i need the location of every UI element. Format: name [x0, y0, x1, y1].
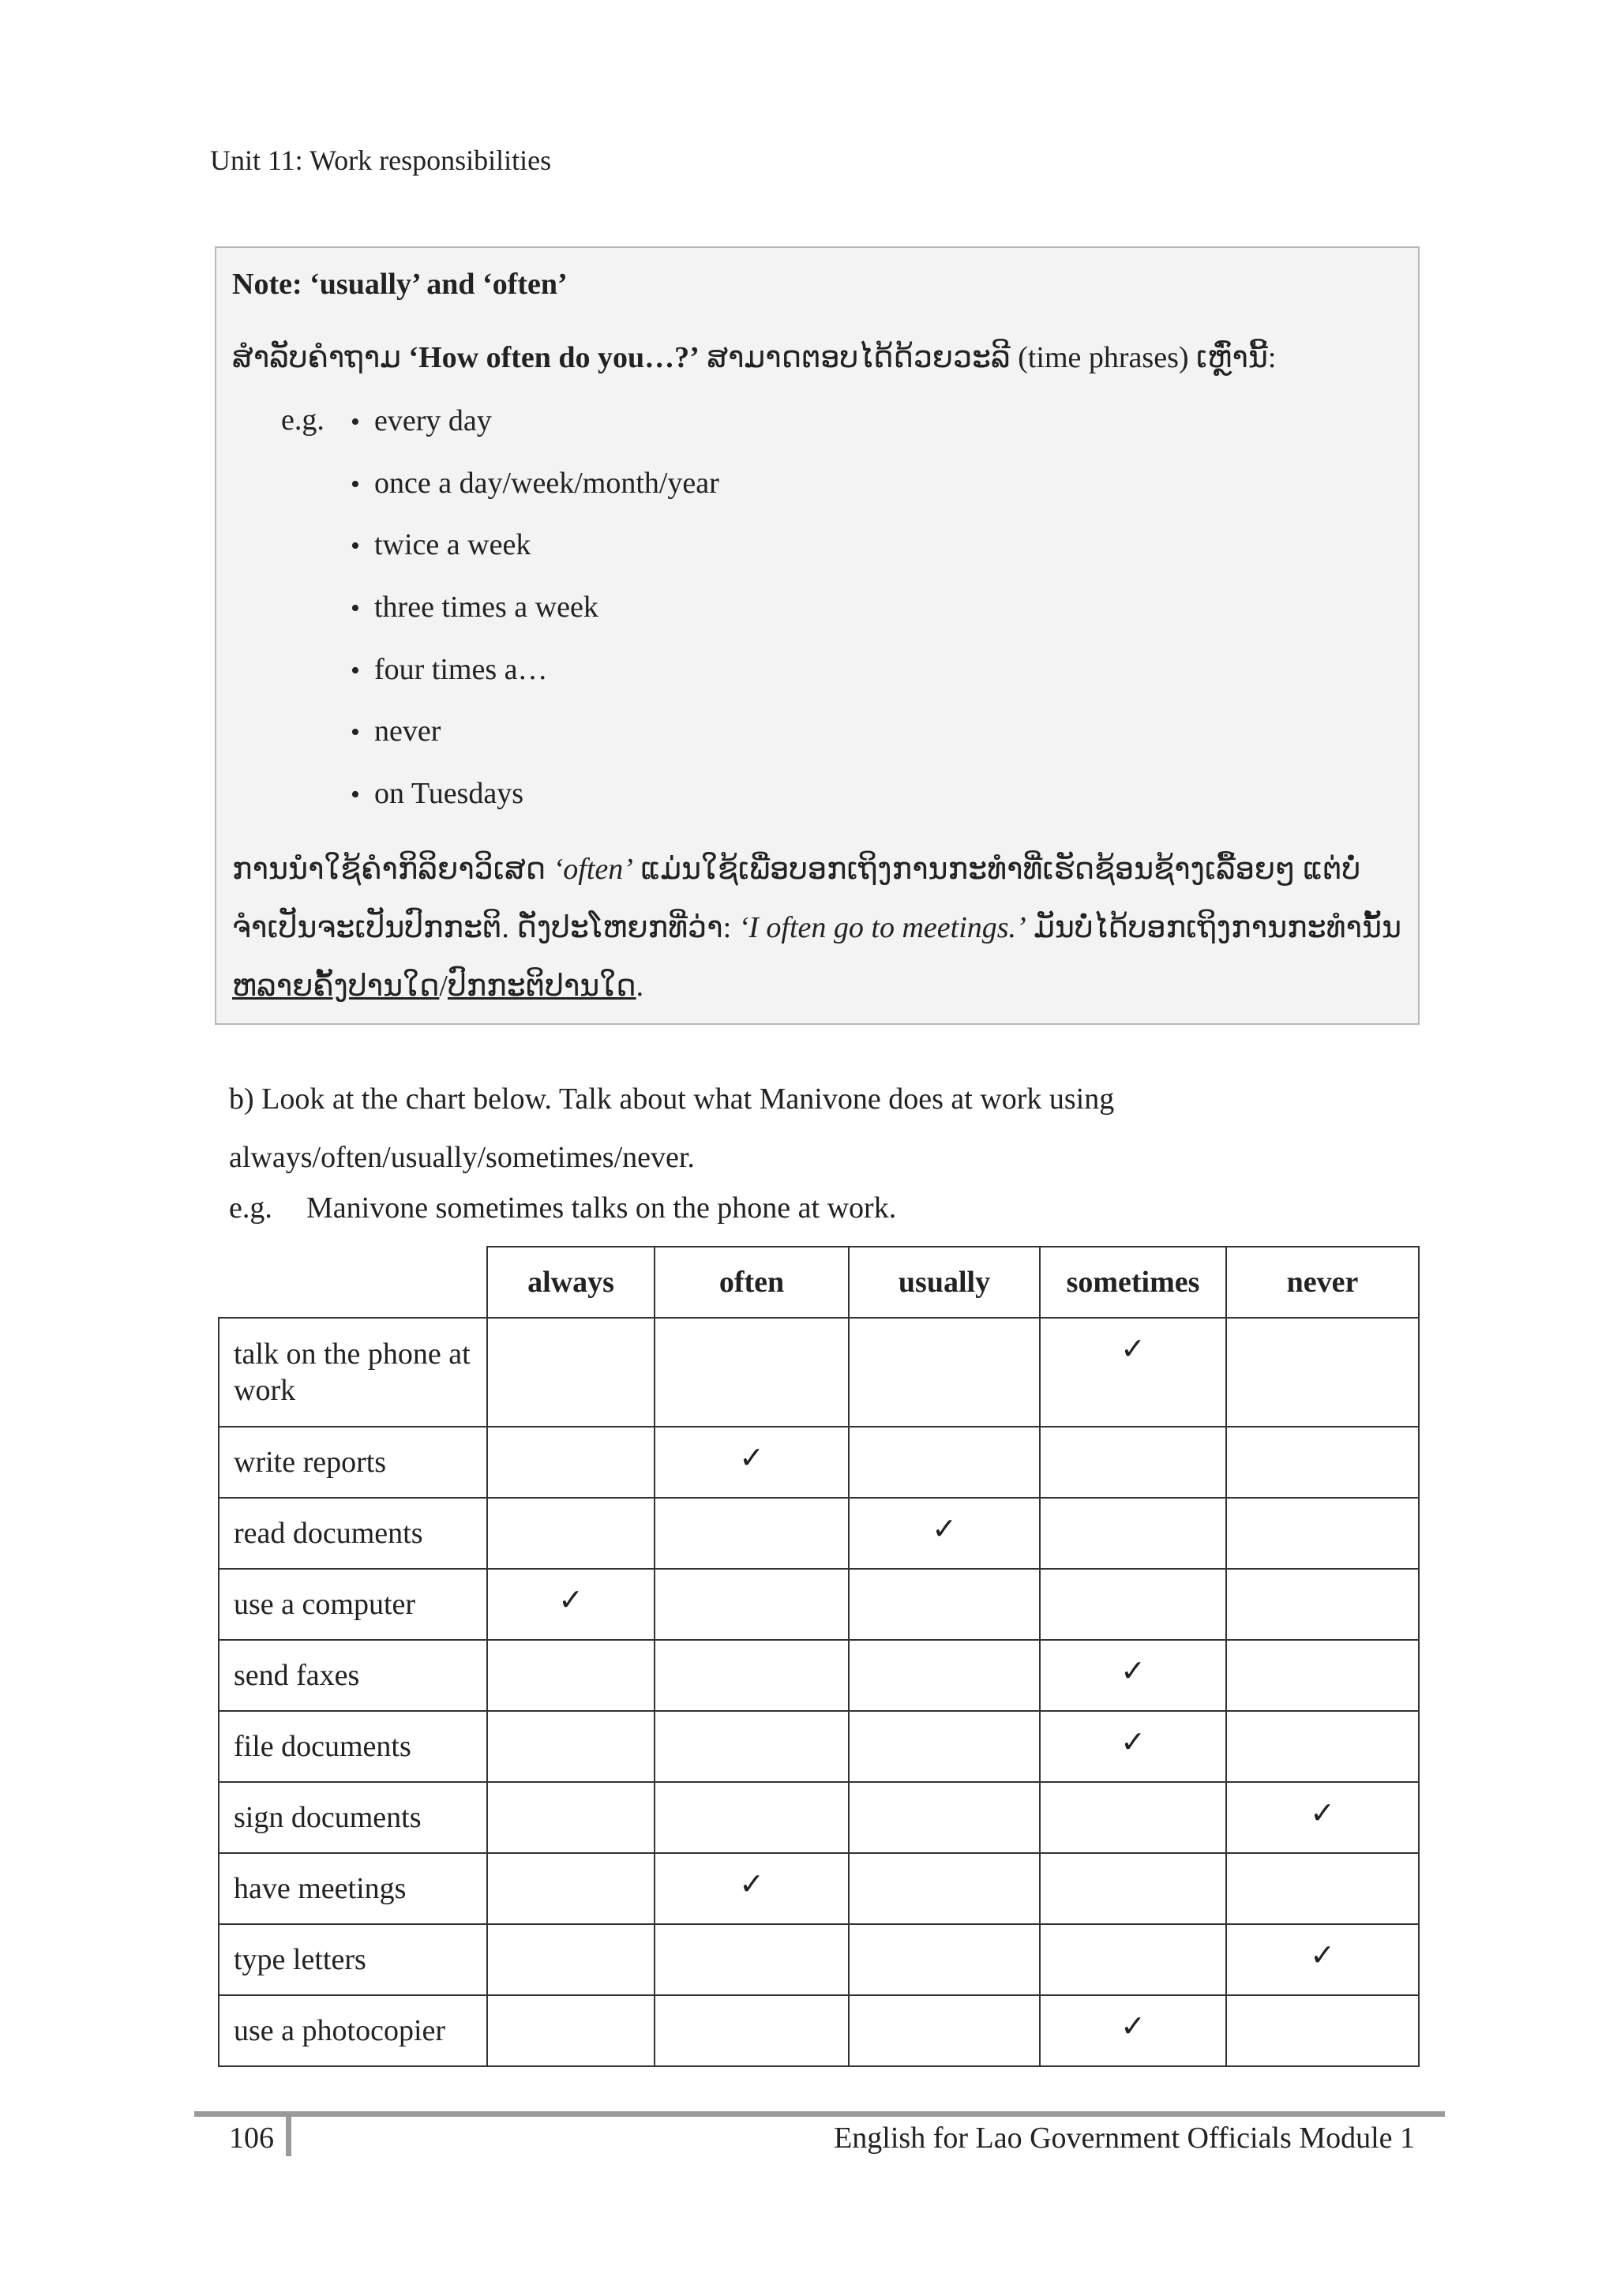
time-phrase-text: four times a… [374, 652, 548, 686]
frequency-cell [849, 1711, 1040, 1782]
checkmark-icon: ✓ [1120, 1724, 1146, 1759]
note-para-lao-1: ການນຳໃຊ້ຄຳກິລິຍາວິເສດ [232, 853, 553, 886]
note-box [215, 246, 1420, 1025]
activity-label: sign documents [219, 1782, 487, 1853]
column-header-sometimes: sometimes [1040, 1247, 1226, 1318]
time-phrase-item [351, 589, 719, 651]
frequency-cell [487, 1318, 655, 1427]
frequency-cell [849, 1853, 1040, 1924]
table-row [219, 1711, 1419, 1782]
time-phrase-item [351, 775, 719, 838]
frequency-cell [1040, 1427, 1226, 1498]
table-header-blank [219, 1247, 487, 1318]
frequency-cell [487, 1924, 655, 1995]
checkmark-icon: ✓ [1120, 2009, 1146, 2043]
table-row [219, 1924, 1419, 1995]
table-row [219, 1640, 1419, 1711]
table-row [219, 1995, 1419, 2066]
activity-label: have meetings [219, 1853, 487, 1924]
frequency-cell [487, 1498, 655, 1569]
bullet-icon: • [351, 655, 360, 685]
frequency-cell [1040, 1853, 1226, 1924]
note-intro-lao-end: ສາມາດຕອບໄດ້ດ້ວຍວະລີ (time phrases) ເຫຼົ່ານີ້: [699, 341, 1277, 374]
time-phrase-item [351, 713, 719, 775]
frequency-table [218, 1246, 1420, 2067]
note-paragraph [232, 840, 1409, 1015]
frequency-cell [487, 1711, 655, 1782]
task-instruction-line-2: always/often/usually/sometimes/never. [229, 1141, 695, 1174]
frequency-cell [1040, 1318, 1226, 1427]
table-row [219, 1427, 1419, 1498]
time-phrase-text: never [374, 715, 441, 748]
frequency-cell [655, 1318, 849, 1427]
task-example [229, 1191, 896, 1225]
table-body [219, 1318, 1419, 2066]
activity-label: type letters [219, 1924, 487, 1995]
table-row [219, 1853, 1419, 1924]
note-para-lao-3: ມັນບໍ່ໄດ້ບອກເຖິງການກະທຳນັ້ນ [1026, 911, 1402, 944]
frequency-cell [655, 1995, 849, 2066]
frequency-cell [487, 1640, 655, 1711]
checkmark-icon: ✓ [1120, 1653, 1146, 1688]
frequency-cell [1040, 1924, 1226, 1995]
footer-divider [286, 2117, 291, 2156]
frequency-cell [655, 1853, 849, 1924]
frequency-cell [487, 1569, 655, 1640]
checkmark-icon: ✓ [1310, 1938, 1335, 1972]
frequency-cell [1040, 1995, 1226, 2066]
note-intro [232, 340, 1276, 375]
frequency-cell [1226, 1569, 1419, 1640]
time-phrase-text: once a day/week/month/year [374, 466, 719, 500]
checkmark-icon: ✓ [558, 1582, 583, 1617]
eg-label: e.g. [281, 403, 325, 437]
frequency-cell [1226, 1995, 1419, 2066]
table-header-row [219, 1247, 1419, 1318]
unit-title: Unit 11: Work responsibilities [210, 144, 552, 176]
task-instruction-line-1: b) Look at the chart below. Talk about what Manivone does at work using [229, 1082, 1115, 1116]
activity-label: use a photocopier [219, 1995, 487, 2066]
frequency-cell [655, 1711, 849, 1782]
table-row [219, 1782, 1419, 1853]
note-title: Note: ‘usually’ and ‘often’ [232, 268, 568, 301]
time-phrase-item [351, 403, 719, 465]
checkmark-icon: ✓ [1310, 1795, 1335, 1830]
frequency-cell [849, 1318, 1040, 1427]
frequency-cell [849, 1569, 1040, 1640]
note-para-underline-1: ຫລາຍຄັ້ງປານໃດ [232, 970, 440, 1003]
frequency-cell [487, 1853, 655, 1924]
task-eg-label: e.g. [229, 1191, 272, 1225]
note-para-often: ‘often’ [553, 853, 633, 886]
note-para-lao-2: ແມ່ນໃຊ້ເພື່ອບອກເຖິງການກະທຳທີ່ເຮັດຊ້ອນຊ້າງເລື້ອຍໆ ແຕ່ບໍ່ຈຳເປັນຈະເປັນປົກກະຕິ. ດັ່ງປະໂຫຍກທີ່ວ່າ: [232, 853, 1361, 944]
note-intro-question: ‘How often do you…?’ [408, 341, 700, 374]
frequency-cell [1226, 1640, 1419, 1711]
frequency-cell [1040, 1711, 1226, 1782]
bullet-icon: • [351, 594, 360, 624]
bullet-icon: • [351, 531, 360, 561]
checkmark-icon: ✓ [739, 1440, 764, 1475]
time-phrase-text: twice a week [374, 528, 531, 562]
bullet-icon: • [351, 469, 360, 499]
frequency-cell [849, 1640, 1040, 1711]
note-para-example: ‘I often go to meetings.’ [738, 911, 1026, 944]
frequency-cell [849, 1782, 1040, 1853]
time-phrase-item [351, 465, 719, 527]
bullet-icon: • [351, 780, 360, 810]
note-para-slash: / [439, 970, 448, 1003]
frequency-cell [655, 1782, 849, 1853]
frequency-cell [1226, 1498, 1419, 1569]
frequency-cell [1040, 1498, 1226, 1569]
frequency-cell [849, 1995, 1040, 2066]
frequency-cell [1040, 1640, 1226, 1711]
activity-label: file documents [219, 1711, 487, 1782]
time-phrase-list [351, 403, 719, 838]
book-title: English for Lao Government Officials Module 1 [834, 2122, 1415, 2155]
frequency-cell [849, 1498, 1040, 1569]
frequency-cell [849, 1427, 1040, 1498]
column-header-always: always [487, 1247, 655, 1318]
frequency-cell [655, 1640, 849, 1711]
frequency-cell [1226, 1427, 1419, 1498]
frequency-cell [487, 1995, 655, 2066]
column-header-never: never [1226, 1247, 1419, 1318]
activity-label: talk on the phone at work [219, 1318, 487, 1427]
bullet-icon: • [351, 718, 360, 748]
checkmark-icon: ✓ [932, 1511, 957, 1546]
frequency-cell [1226, 1711, 1419, 1782]
page-number: 106 [229, 2122, 274, 2155]
frequency-cell [487, 1427, 655, 1498]
frequency-cell [1226, 1924, 1419, 1995]
frequency-cell [655, 1924, 849, 1995]
activity-label: write reports [219, 1427, 487, 1498]
frequency-cell [487, 1782, 655, 1853]
column-header-often: often [655, 1247, 849, 1318]
task-eg-text: Manivone sometimes talks on the phone at work. [306, 1191, 897, 1225]
table-row [219, 1318, 1419, 1427]
table-row [219, 1569, 1419, 1640]
frequency-cell [1040, 1782, 1226, 1853]
checkmark-icon: ✓ [1120, 1331, 1146, 1366]
frequency-cell [655, 1569, 849, 1640]
activity-label: send faxes [219, 1640, 487, 1711]
note-para-underline-2: ປົກກະຕິປານໃດ [447, 970, 636, 1003]
note-para-end: . [636, 970, 644, 1003]
frequency-cell [1040, 1569, 1226, 1640]
bullet-icon: • [351, 407, 360, 437]
time-phrase-item [351, 651, 719, 714]
time-phrase-item [351, 527, 719, 589]
frequency-cell [1226, 1318, 1419, 1427]
table-row [219, 1498, 1419, 1569]
activity-label: use a computer [219, 1569, 487, 1640]
note-intro-lao-start: ສຳລັບຄຳຖາມ [232, 341, 409, 374]
frequency-cell [1226, 1782, 1419, 1853]
time-phrase-text: three times a week [374, 591, 598, 625]
frequency-cell [849, 1924, 1040, 1995]
frequency-cell [1226, 1853, 1419, 1924]
time-phrase-text: every day [374, 404, 492, 437]
activity-label: read documents [219, 1498, 487, 1569]
checkmark-icon: ✓ [739, 1866, 764, 1901]
frequency-cell [655, 1427, 849, 1498]
frequency-cell [655, 1498, 849, 1569]
column-header-usually: usually [849, 1247, 1040, 1318]
footer-rule [194, 2111, 1445, 2117]
time-phrase-text: on Tuesdays [374, 777, 523, 811]
